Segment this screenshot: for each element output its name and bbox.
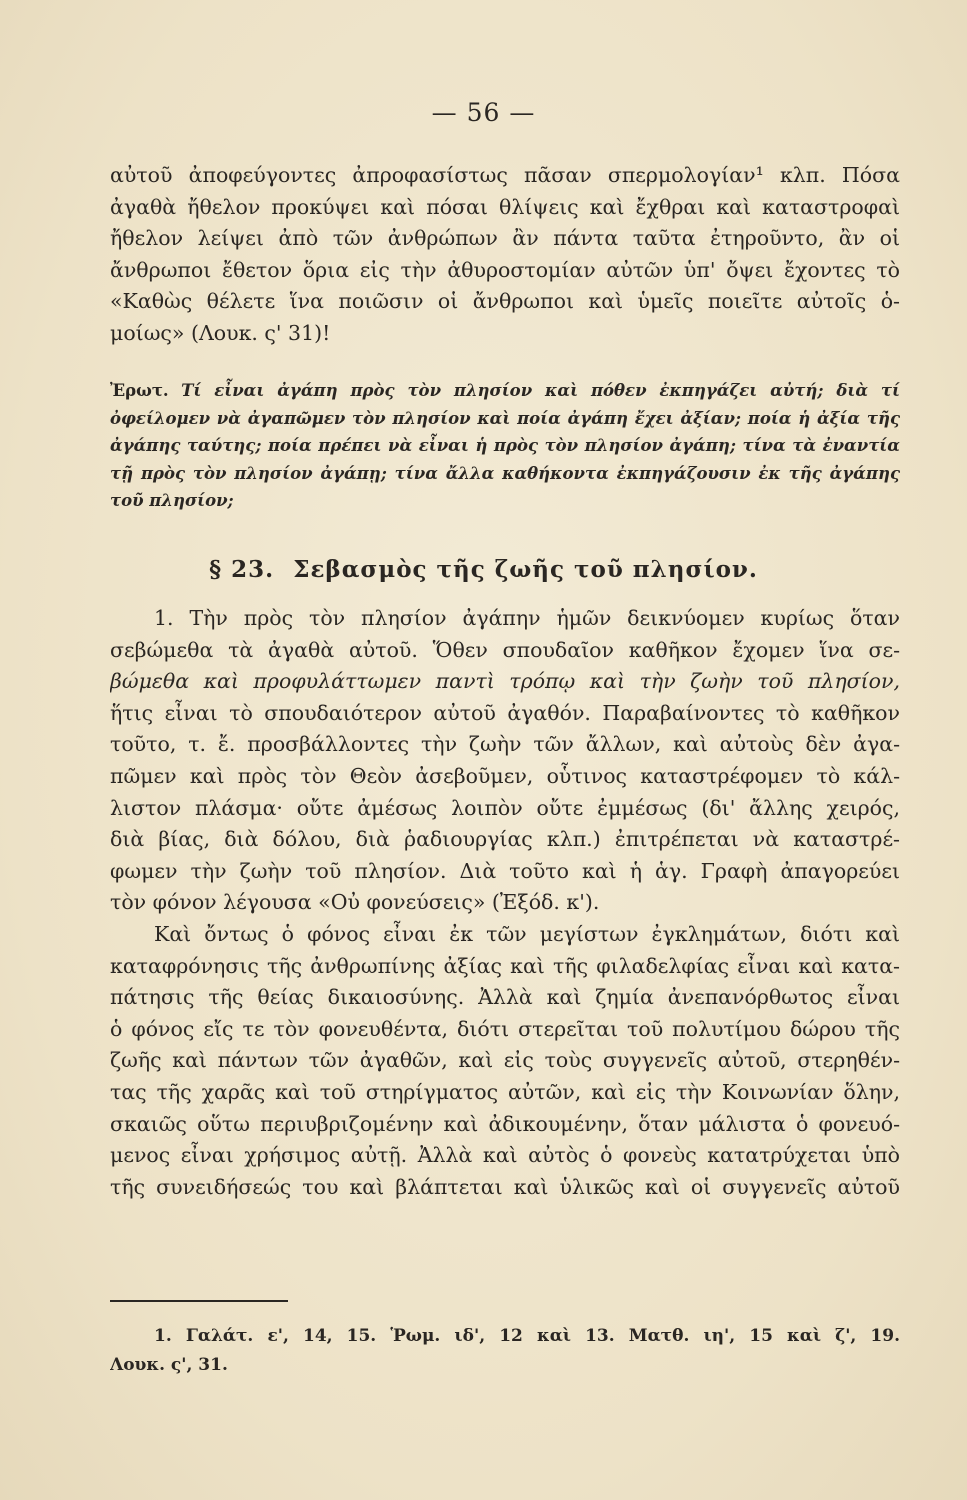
text-line: τὸν φόνον λέγουσα «Οὐ φονεύσεις» (Ἐξόδ. κ'). [110, 890, 600, 915]
text-line: βώμεθα καὶ προφυλάττωμεν παντὶ τρόπῳ καὶ τὴν ζωὴν τοῦ πλησίον, [110, 669, 900, 694]
text-line: καταφρόνησις τῆς ἀνθρωπίνης ἀξίας καὶ τῆς φιλαδελφίας εἶναι καὶ κατα- [110, 953, 900, 978]
section-number: § 23. [209, 556, 275, 583]
question-text: ἀγάπης ταύτης; ποία πρέπει νὰ εἶναι ἡ πρὸς τὸν πλησίον ἀγάπη; τίνα τὰ ἐναντία [110, 436, 900, 455]
question-text: Τί εἶναι ἀγάπη πρὸς τὸν πλησίον καὶ πόθεν ἐκπηγάζει αὐτή; διὰ τί [181, 381, 900, 400]
footnote [110, 1322, 900, 1380]
question-text: ὀφείλομεν νὰ ἀγαπῶμεν τὸν πλησίον καὶ ποία ἀγάπη ἔχει ἀξίαν; ποία ἡ ἀξία τῆς [110, 408, 900, 428]
question-text: τοῦ πλησίον; [110, 491, 234, 510]
text-line: διὰ βίας, διὰ δόλου, διὰ ῥαδιουργίας κλπ.) ἐπιτρέπεται νὰ καταστρέ- [110, 827, 900, 852]
text-line: ἥτις εἶναι τὸ σπουδαιότερον αὐτοῦ ἀγαθόν. Παραβαίνοντες τὸ καθῆκον [110, 700, 900, 725]
section-title: Σεβασμὸς τῆς ζωῆς τοῦ πλησίον. [293, 556, 758, 583]
question-text: τῇ πρὸς τὸν πλησίον ἀγάπῃ; τίνα ἄλλα καθήκοντα ἐκπηγάζουσιν ἐκ τῆς ἀγάπης [110, 463, 900, 483]
text-line: Καὶ ὄντως ὁ φόνος εἶναι ἐκ τῶν μεγίστων ἐγκλημάτων, διότι καὶ [154, 921, 900, 946]
text-line: ἤθελον λείψει ἀπὸ τῶν ἀνθρώπων ἂν πάντα ταῦτα ἐτηροῦντο, ἂν οἱ [110, 226, 900, 250]
text-line: «Καθὼς θέλετε ἵνα ποιῶσιν οἱ ἄνθρωποι καὶ ὑμεῖς ποιεῖτε αὐτοῖς ὁ- [110, 289, 900, 313]
text-line: ἀγαθὰ ἤθελον προκύψει καὶ πόσαι θλίψεις καὶ ἔχθραι καὶ καταστροφαὶ [110, 194, 900, 219]
text-line: ζωῆς καὶ πάντων τῶν ἀγαθῶν, καὶ εἰς τοὺς συγγενεῖς αὐτοῦ, στερηθέν- [110, 1048, 900, 1073]
text-line: τῆς συνειδήσεώς του καὶ βλάπτεται καὶ ὑλικῶς καὶ οἱ συγγενεῖς αὐτοῦ [110, 1174, 900, 1199]
section-body [110, 603, 900, 1203]
text-line: μοίως» (Λουκ. ς' 31)! [110, 320, 331, 345]
text-line: φωμεν τὴν ζωὴν τοῦ πλησίον. Διὰ τοῦτο καὶ ἡ ἁγ. Γραφὴ ἀπαγορεύει [110, 858, 900, 883]
footnote-divider [110, 1300, 288, 1302]
text-line: πῶμεν καὶ πρὸς τὸν Θεὸν ἀσεβοῦμεν, οὗτινος καταστρέφομεν τὸ κάλ- [110, 763, 900, 788]
footnote-line: Λουκ. ς', 31. [110, 1355, 228, 1375]
text-line: ἄνθρωποι ἔθετον ὅρια εἰς τὴν ἀθυροστομίαν αὐτῶν ὑπ' ὄψει ἔχοντες τὸ [110, 257, 900, 282]
text-line: 1. Τὴν πρὸς τὸν πλησίον ἀγάπην ἡμῶν δεικνύομεν κυρίως ὅταν [154, 606, 900, 630]
review-questions [110, 377, 900, 515]
text-line: μενος εἶναι χρήσιμος αὐτῇ. Ἀλλὰ καὶ αὐτὸς ὁ φονεὺς κατατρύχεται ὑπὸ [110, 1143, 900, 1168]
footnote-line: 1. Γαλάτ. ε', 14, 15. Ῥωμ. ιδ', 12 καὶ 13. Ματθ. ιη', 15 καὶ ζ', 19. [154, 1326, 900, 1346]
text-line: λιστον πλάσμα· οὔτε ἀμέσως λοιπὸν οὔτε ἐμμέσως (δι' ἄλλης χειρός, [110, 795, 900, 820]
paragraph-continuation [110, 160, 900, 349]
text-line: τας τῆς χαρᾶς καὶ τοῦ στηρίγματος αὐτῶν, καὶ εἰς τὴν Κοινωνίαν ὅλην, [110, 1079, 900, 1104]
text-line: σκαιῶς οὕτω περιυβριζομένην καὶ ἀδικουμένην, ὅταν μάλιστα ὁ φονευό- [110, 1111, 900, 1136]
text-line: τοῦτο, τ. ἔ. προσβάλλοντες τὴν ζωὴν τῶν ἄλλων, καὶ αὐτοὺς δὲν ἀγα- [110, 732, 900, 757]
section-heading [0, 556, 967, 583]
text-line: πάτησις τῆς θείας δικαιοσύνης. Ἀλλὰ καὶ ζημία ἀνεπανόρθωτος εἶναι [110, 985, 900, 1010]
page-number: — 56 — [431, 98, 536, 127]
text-line: σεβώμεθα τὰ ἀγαθὰ αὐτοῦ. Ὅθεν σπουδαῖον καθῆκον ἔχομεν ἵνα σε- [110, 637, 900, 662]
text-line: αὐτοῦ ἀποφεύγοντες ἀπροφασίστως πᾶσαν σπερμολογίαν¹ κλπ. Πόσα [110, 163, 900, 187]
question-label: Ἐρωτ. [110, 381, 169, 400]
text-line: ὁ φόνος εἴς τε τὸν φονευθέντα, διότι στερεῖται τοῦ πολυτίμου δώρου τῆς [110, 1016, 900, 1041]
